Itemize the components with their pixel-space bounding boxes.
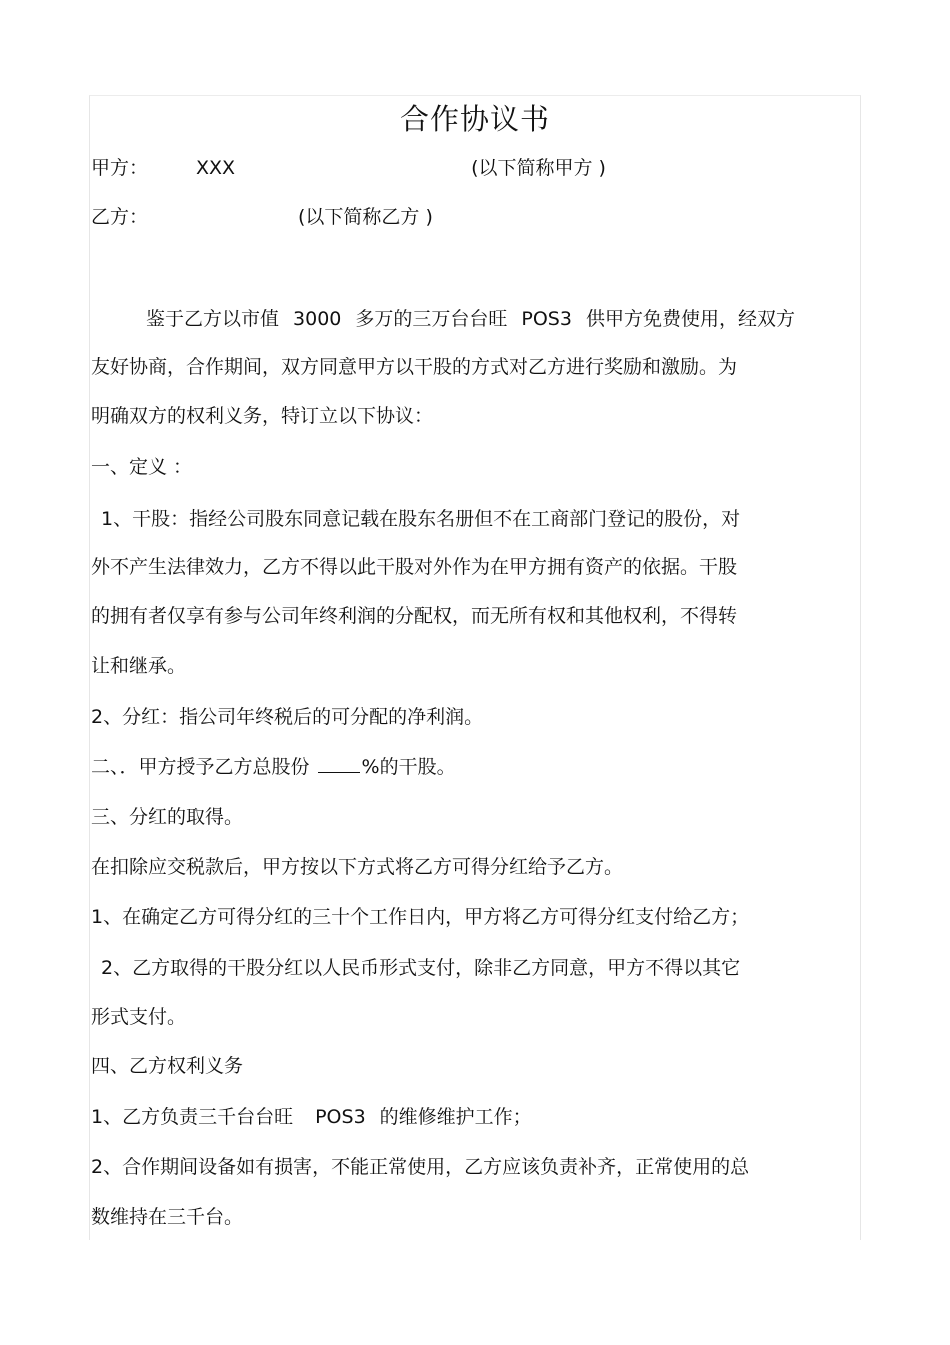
clause-4-1 [91, 1105, 532, 1129]
section-3-title: 三、分红的取得。 [91, 806, 244, 828]
party-a-note: (以下简称甲方 ) [471, 157, 606, 179]
clause-1-2: 2、分红：指公司年终税后的可分配的净利润。 [91, 706, 484, 728]
intro-line-1 [146, 307, 795, 331]
clause-4-1-text: 的维修维护工作； [379, 1106, 532, 1128]
clause-1-1-line-3: 的拥有者仅享有参与公司年终利润的分配权，而无所有权和其他权利，不得转 [91, 605, 738, 627]
clause-1-1-line-1: 1、干股：指经公司股东同意记载在股东名册但不在工商部门登记的股份，对 [101, 508, 741, 530]
intro-text: 多万的三万台台旺 [355, 308, 508, 330]
clause-1-1-line-2: 外不产生法律效力，乙方不得以此干股对外作为在甲方拥有资产的依据。干股 [91, 556, 738, 578]
clause-4-1-model: POS3 [315, 1106, 366, 1128]
party-b-label: 乙方： [91, 206, 149, 228]
party-b-line [91, 205, 433, 229]
clause-3-2-line-1: 2、乙方取得的干股分红以人民币形式支付，除非乙方同意，甲方不得以其它 [101, 957, 741, 979]
clause-4-2-line-2: 数维持在三千台。 [91, 1206, 244, 1228]
clause-3-1: 1、在确定乙方可得分红的三十个工作日内，甲方将乙方可得分红支付给乙方； [91, 906, 750, 928]
section-2-text: 二、．甲方授予乙方总股份 [91, 756, 310, 778]
document-title: 合作协议书 [399, 102, 550, 136]
party-a-label: 甲方： [91, 157, 149, 179]
intro-model: POS3 [521, 308, 572, 330]
intro-text: 鉴于乙方以市值 [146, 308, 280, 330]
intro-text: 供甲方免费使用，经双方 [585, 308, 795, 330]
clause-4-1-text: 1、乙方负责三千台台旺 [91, 1106, 294, 1128]
section-2-suffix: %的干股。 [361, 756, 456, 778]
party-a-name: XXX [196, 157, 236, 179]
party-a-line [91, 156, 606, 180]
percentage-blank[interactable] [318, 757, 360, 773]
section-2-line [91, 755, 456, 779]
intro-line-3: 明确双方的权利义务，特订立以下协议： [91, 405, 434, 427]
intro-line-2: 友好协商，合作期间，双方同意甲方以干股的方式对乙方进行奖励和激励。为 [91, 356, 738, 378]
section-1-title: 一、定义 ： [91, 456, 193, 478]
clause-4-2-line-1: 2、合作期间设备如有损害，不能正常使用，乙方应该负责补齐，正常使用的总 [91, 1156, 750, 1178]
intro-value: 3000 [293, 308, 342, 330]
section-3-intro: 在扣除应交税款后，甲方按以下方式将乙方可得分红给予乙方。 [91, 856, 624, 878]
clause-3-2-line-2: 形式支付。 [91, 1006, 187, 1028]
party-b-note: (以下简称乙方 ) [298, 206, 433, 228]
clause-1-1-line-4: 让和继承。 [91, 655, 187, 677]
section-4-title: 四、乙方权利义务 [91, 1055, 244, 1077]
